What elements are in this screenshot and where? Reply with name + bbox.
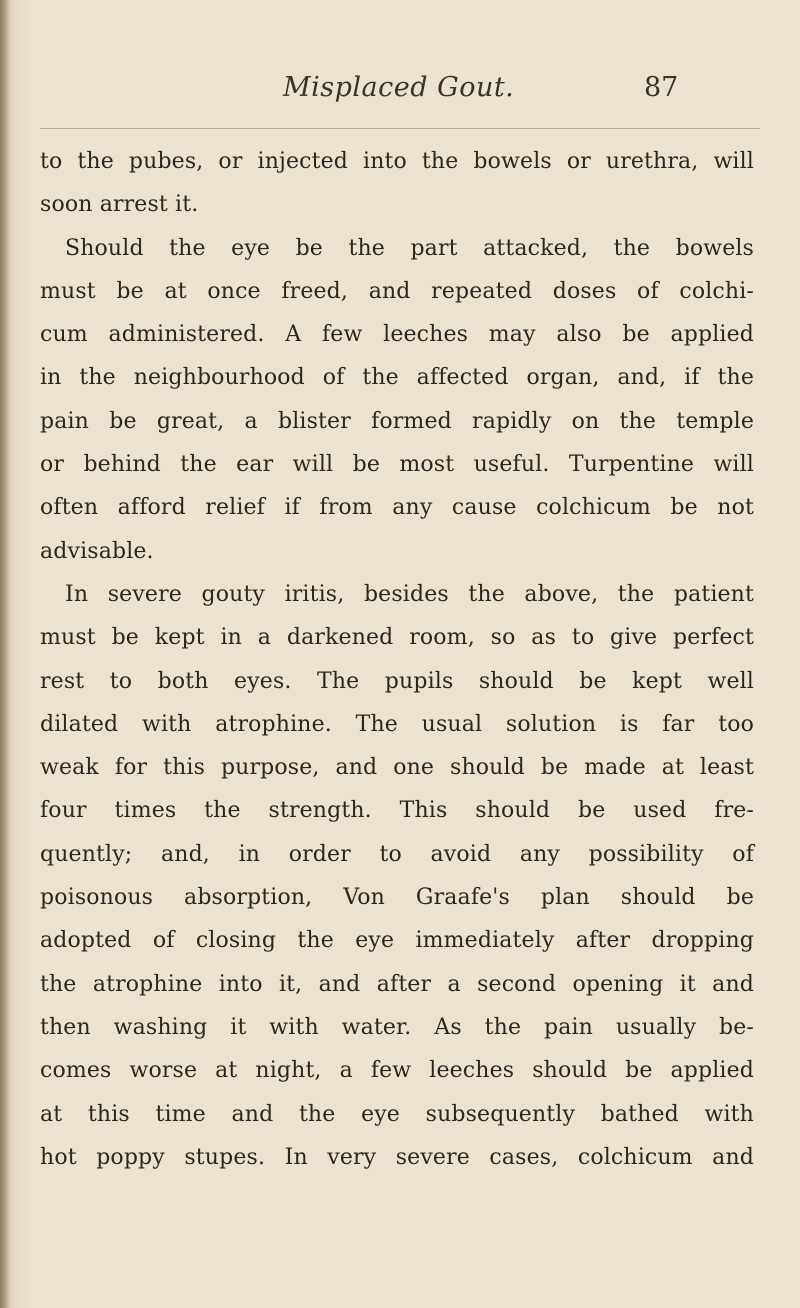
text-line: to the pubes, or injected into the bowels or urethra, will (40, 149, 754, 174)
text-line: must be at once freed, and repeated doses of colchi- (40, 278, 754, 304)
text-line: pain be great, a blister formed rapidly on the temple (40, 408, 754, 434)
gutter-shadow (0, 0, 10, 1308)
text-line: or behind the ear will be most useful. Turpentine will (40, 452, 754, 478)
text-line: the atrophine into it, and after a second opening it and (40, 971, 754, 997)
running-title: Misplaced Gout. (283, 72, 515, 103)
text-line: adopted of closing the eye immediately after dropping (40, 928, 754, 954)
text-line: must be kept in a darkened room, so as to give perfect (40, 625, 754, 651)
text-line: poisonous absorption, Von Graafe's plan should be (40, 885, 754, 911)
text-line: at this time and the eye subsequently bathed with (40, 1101, 754, 1127)
text-line: quently; and, in order to avoid any possibility of (40, 841, 754, 867)
page-header (0, 72, 800, 112)
text-line: soon arrest it. (40, 192, 199, 218)
text-line: comes worse at night, a few leeches should be applied (40, 1058, 754, 1084)
page-number: 87 (644, 72, 679, 103)
header-rule (40, 128, 760, 129)
text-line: Should the eye be the part attacked, the bowels (65, 235, 754, 261)
text-line: cum administered. A few leeches may also be applied (40, 322, 754, 348)
text-line: then washing it with water. As the pain usually be- (40, 1014, 754, 1040)
text-line: in the neighbourhood of the affected organ, and, if the (40, 365, 754, 391)
text-line: In severe gouty iritis, besides the above, the patient (65, 581, 754, 607)
text-line: rest to both eyes. The pupils should be kept well (40, 668, 754, 694)
text-line: four times the strength. This should be used fre- (40, 798, 754, 824)
text-line: dilated with atrophine. The usual solution is far too (40, 711, 754, 737)
text-line: often afford relief if from any cause colchicum be not (40, 495, 754, 521)
text-line: hot poppy stupes. In very severe cases, colchicum and (40, 1144, 754, 1170)
text-line: advisable. (40, 538, 154, 564)
body-text (40, 140, 754, 1179)
text-line: weak for this purpose, and one should be made at least (40, 755, 754, 781)
